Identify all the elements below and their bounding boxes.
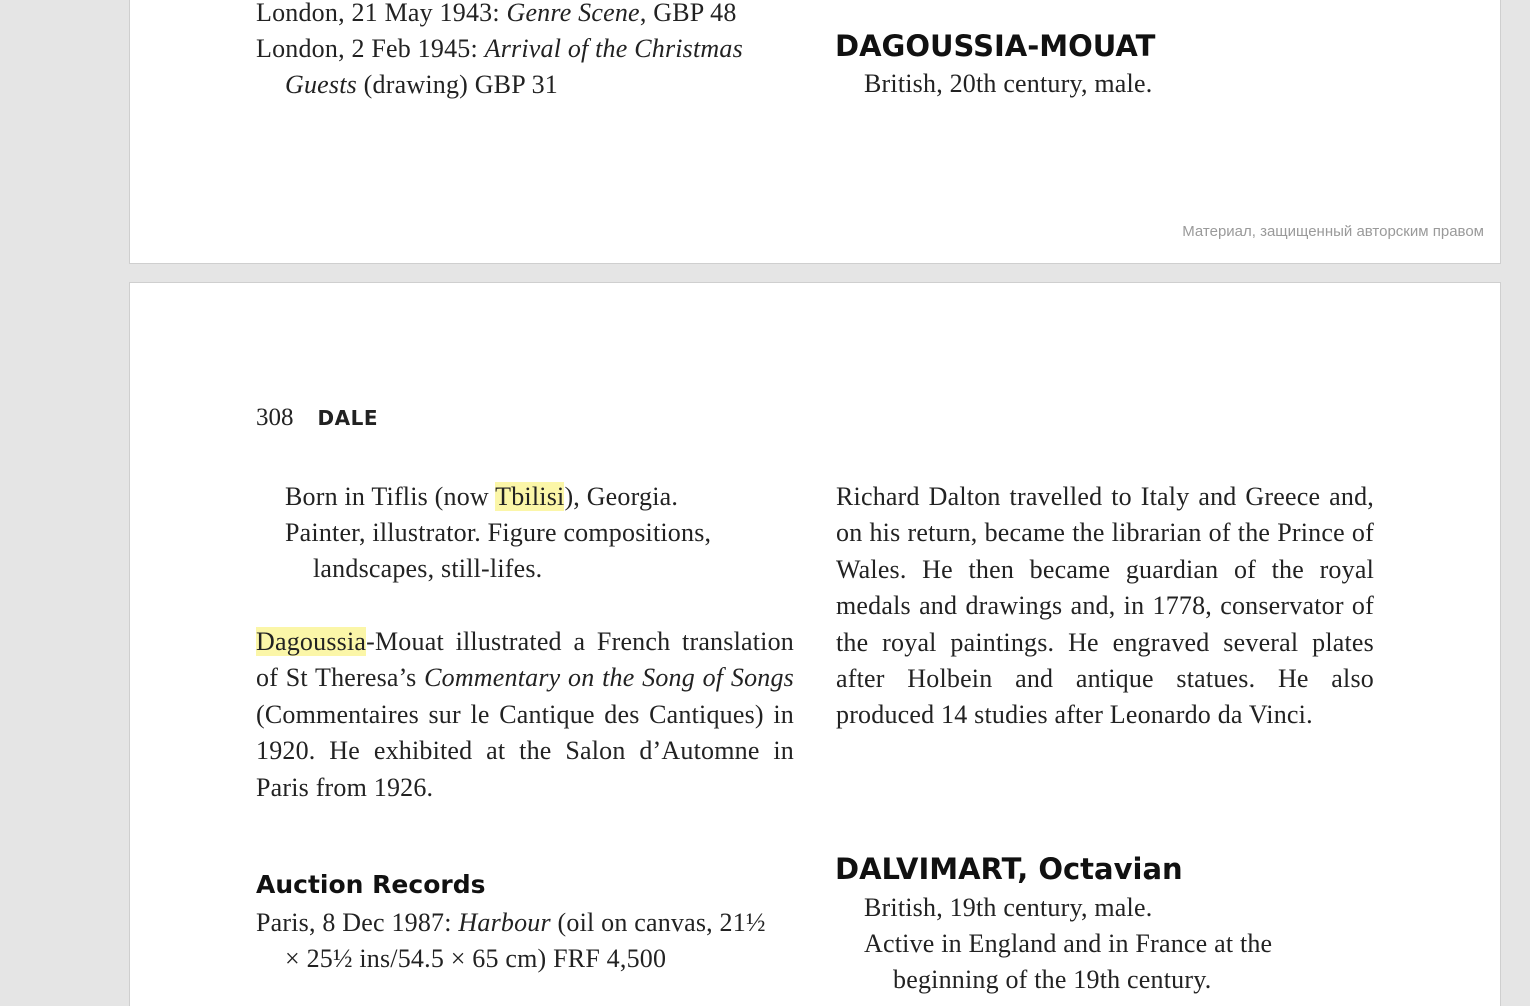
entry-description: beginning of the 19th century.	[893, 965, 1212, 994]
auction-records-heading: Auction Records	[256, 870, 486, 899]
record-date: London, 21 May 1943:	[256, 0, 507, 27]
running-head	[256, 403, 378, 433]
record-date: London, 2 Feb 1945:	[256, 34, 485, 63]
record-date: Paris, 8 Dec 1987:	[256, 908, 459, 937]
current-page	[129, 282, 1501, 1006]
auction-record-line	[256, 31, 743, 67]
record-title: Guests	[285, 70, 357, 99]
bio-line: landscapes, still-lifes.	[313, 554, 543, 583]
entry-paragraph: Richard Dalton travelled to Italy and Greece and, on his return, became the librarian of the Prince of Wales. He then became guardian of the royal medals and drawings and, in 1778, conservator of the royal paintings. He engraved several plates after Holbein and antique statues. He also produced 14 studies after Leonardo da Vinci.	[836, 482, 1374, 730]
entry-description: British, 19th century, male.	[864, 893, 1153, 922]
auction-record-line: × 25½ ins/54.5 × 65 cm) FRF 4,500	[285, 944, 667, 973]
record-title: Genre Scene	[506, 0, 640, 27]
paragraph-text: (Commentaires sur le Cantique des Cantiques) in 1920. He exhibited at the Salon d’Automne in Paris from 1926.	[256, 699, 794, 802]
auction-record-line	[256, 0, 737, 31]
page-number: 308	[256, 404, 294, 431]
search-highlight: Tbilisi	[495, 482, 565, 511]
paragraph-text: -Mouat illustrated a French translation of St Theresa’s	[256, 627, 794, 693]
running-head-title: DALE	[317, 406, 378, 430]
previous-page	[129, 0, 1501, 264]
record-title: Harbour	[458, 908, 551, 937]
entry-paragraph	[256, 624, 794, 806]
record-details: (oil on canvas, 21½	[550, 908, 766, 937]
bio-line: Painter, illustrator. Figure compositions,	[285, 518, 712, 547]
bio-text: ), Georgia.	[564, 482, 679, 511]
record-price: (drawing) GBP 31	[356, 70, 559, 99]
auction-record-line	[285, 67, 558, 103]
record-price: , GBP 48	[639, 0, 737, 27]
search-highlight: Dagoussia	[256, 627, 367, 656]
entry-description: British, 20th century, male.	[864, 69, 1153, 98]
entry-headword: DALVIMART, Octavian	[835, 852, 1183, 886]
bio-line	[285, 479, 678, 515]
auction-record-line	[256, 905, 766, 941]
entry-headword: DAGOUSSIA-MOUAT	[835, 29, 1156, 63]
work-title: Commentary on the Song of Songs	[424, 663, 794, 693]
bio-text: Born in Tiflis (now	[285, 482, 496, 511]
entry-description: Active in England and in France at the	[864, 929, 1273, 958]
record-title: Arrival of the Christmas	[484, 34, 743, 63]
copyright-watermark: Материал, защищенный авторским правом	[1182, 223, 1484, 240]
